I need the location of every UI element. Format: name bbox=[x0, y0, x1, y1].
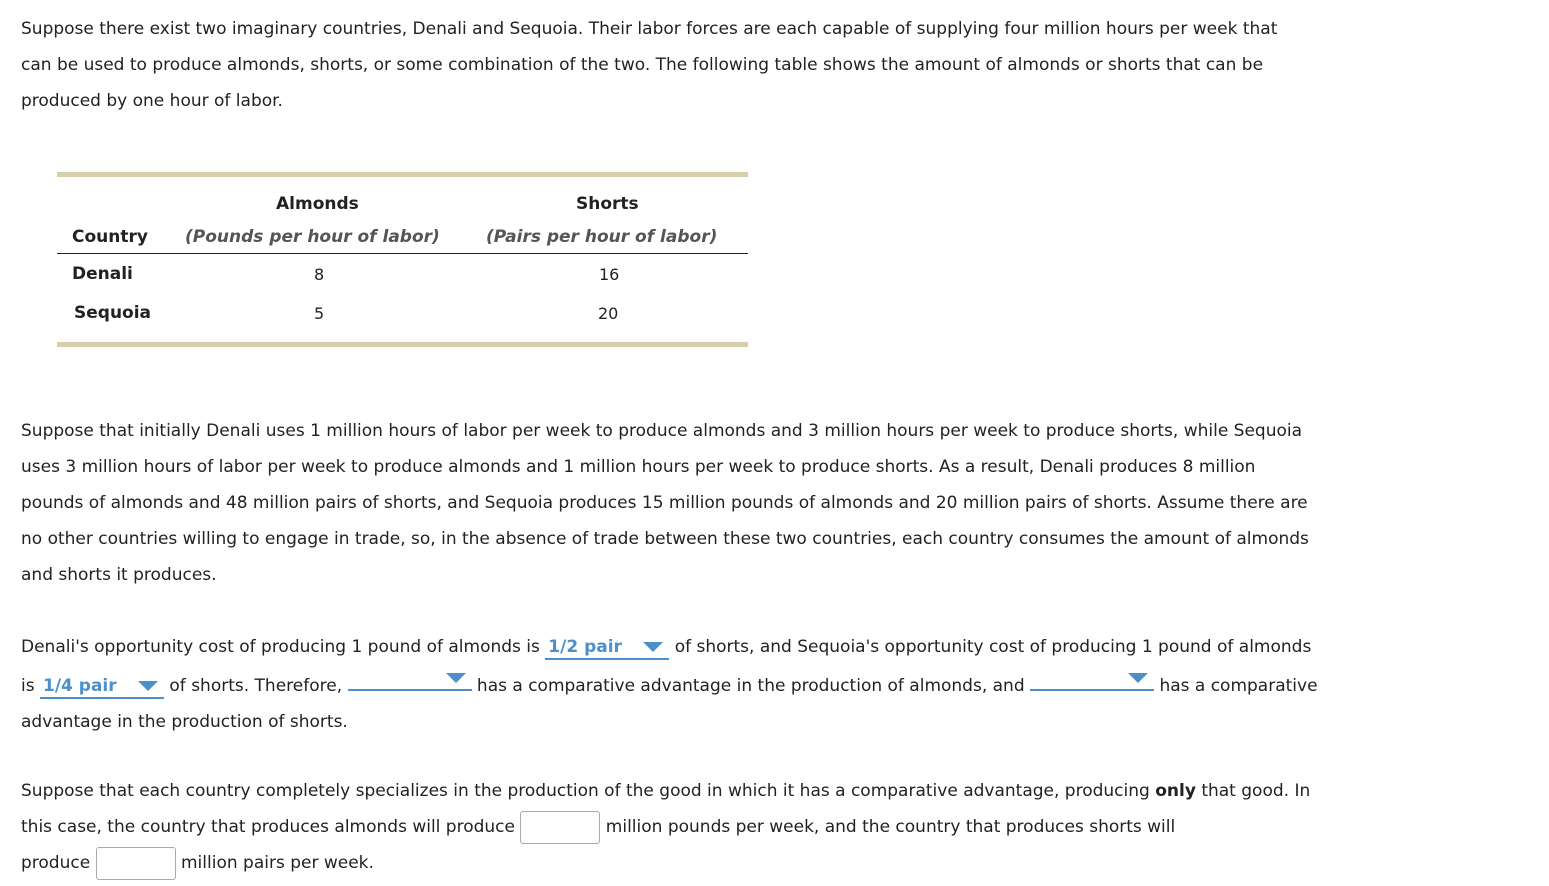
sequoia-opportunity-cost-dropdown[interactable] bbox=[40, 673, 164, 699]
q1-text-3: is bbox=[21, 676, 35, 696]
q2-text-4: million pounds per week, and the country that produces shorts will bbox=[605, 817, 1176, 837]
sequoia-opportunity-cost-value: 1/4 pair bbox=[43, 676, 117, 696]
scenario-line-2: uses 3 million hours of labor per week to produce almonds and 1 million hours per week to produce shorts. As a result, Denali produces 8 million bbox=[21, 457, 1256, 477]
q2-text-1: Suppose that each country completely specializes in the production of the good in which it has a comparative advantage, producing bbox=[21, 781, 1150, 801]
q1-text-6: has a comparative bbox=[1159, 676, 1318, 696]
chevron-down-icon bbox=[446, 673, 466, 683]
q2-text-3: this case, the country that produces almonds will produce bbox=[21, 817, 515, 837]
header-shorts: Shorts bbox=[576, 194, 639, 214]
question-opportunity-cost bbox=[21, 629, 1411, 740]
table-top-rule bbox=[57, 172, 748, 177]
chevron-down-icon bbox=[643, 642, 663, 652]
row-sequoia-almonds: 5 bbox=[314, 304, 325, 323]
production-table bbox=[57, 172, 748, 348]
question-specialization bbox=[21, 773, 1411, 881]
q1-text-4: of shorts. Therefore, bbox=[169, 676, 343, 696]
scenario-paragraph bbox=[21, 413, 1411, 593]
q2-text-2: that good. In bbox=[1201, 781, 1311, 801]
scenario-line-1: Suppose that initially Denali uses 1 million hours of labor per week to produce almonds and 3 million hours per week to produce shorts, while Sequoia bbox=[21, 421, 1303, 441]
denali-opportunity-cost-value: 1/2 pair bbox=[548, 637, 622, 657]
q1-text-7: advantage in the production of shorts. bbox=[21, 712, 348, 732]
intro-line-2: can be used to produce almonds, shorts, or some combination of the two. The following table shows the amount of almonds or shorts that can be bbox=[21, 55, 1264, 75]
row-denali-almonds: 8 bbox=[314, 265, 325, 284]
almonds-advantage-dropdown[interactable] bbox=[348, 665, 472, 691]
header-rule bbox=[57, 253, 748, 254]
table-bottom-rule bbox=[57, 342, 748, 347]
header-shorts-unit: (Pairs per hour of labor) bbox=[486, 227, 718, 247]
row-sequoia-shorts: 20 bbox=[598, 304, 619, 323]
q2-bold-only: only bbox=[1155, 781, 1196, 801]
row-denali-shorts: 16 bbox=[599, 265, 620, 284]
q1-text-1: Denali's opportunity cost of producing 1 pound of almonds is bbox=[21, 637, 540, 657]
intro-paragraph bbox=[21, 11, 1411, 119]
intro-line-1: Suppose there exist two imaginary countries, Denali and Sequoia. Their labor forces are each capable of supplying four million hours per week that bbox=[21, 19, 1278, 39]
shorts-production-input[interactable] bbox=[96, 847, 176, 880]
q1-text-5: has a comparative advantage in the production of almonds, and bbox=[476, 676, 1025, 696]
scenario-line-5: and shorts it produces. bbox=[21, 565, 217, 585]
row-denali-country: Denali bbox=[72, 264, 133, 284]
scenario-line-4: no other countries willing to engage in trade, so, in the absence of trade between these two countries, each country consumes the amount of almonds bbox=[21, 529, 1309, 549]
q2-text-6: million pairs per week. bbox=[181, 853, 374, 873]
chevron-down-icon bbox=[138, 681, 158, 691]
shorts-advantage-dropdown[interactable] bbox=[1030, 665, 1154, 691]
q2-text-5: produce bbox=[21, 853, 91, 873]
header-almonds: Almonds bbox=[276, 194, 359, 214]
header-country: Country bbox=[72, 227, 148, 247]
denali-opportunity-cost-dropdown[interactable] bbox=[545, 634, 669, 660]
chevron-down-icon bbox=[1128, 673, 1148, 683]
scenario-line-3: pounds of almonds and 48 million pairs of shorts, and Sequoia produces 15 million pounds of almonds and 20 million pairs of shorts. Assume there are bbox=[21, 493, 1308, 513]
intro-line-3: produced by one hour of labor. bbox=[21, 91, 283, 111]
almonds-production-input[interactable] bbox=[520, 811, 600, 844]
row-sequoia-country: Sequoia bbox=[74, 303, 152, 323]
q1-text-2: of shorts, and Sequoia's opportunity cost of producing 1 pound of almonds bbox=[674, 637, 1312, 657]
header-almonds-unit: (Pounds per hour of labor) bbox=[185, 227, 440, 247]
